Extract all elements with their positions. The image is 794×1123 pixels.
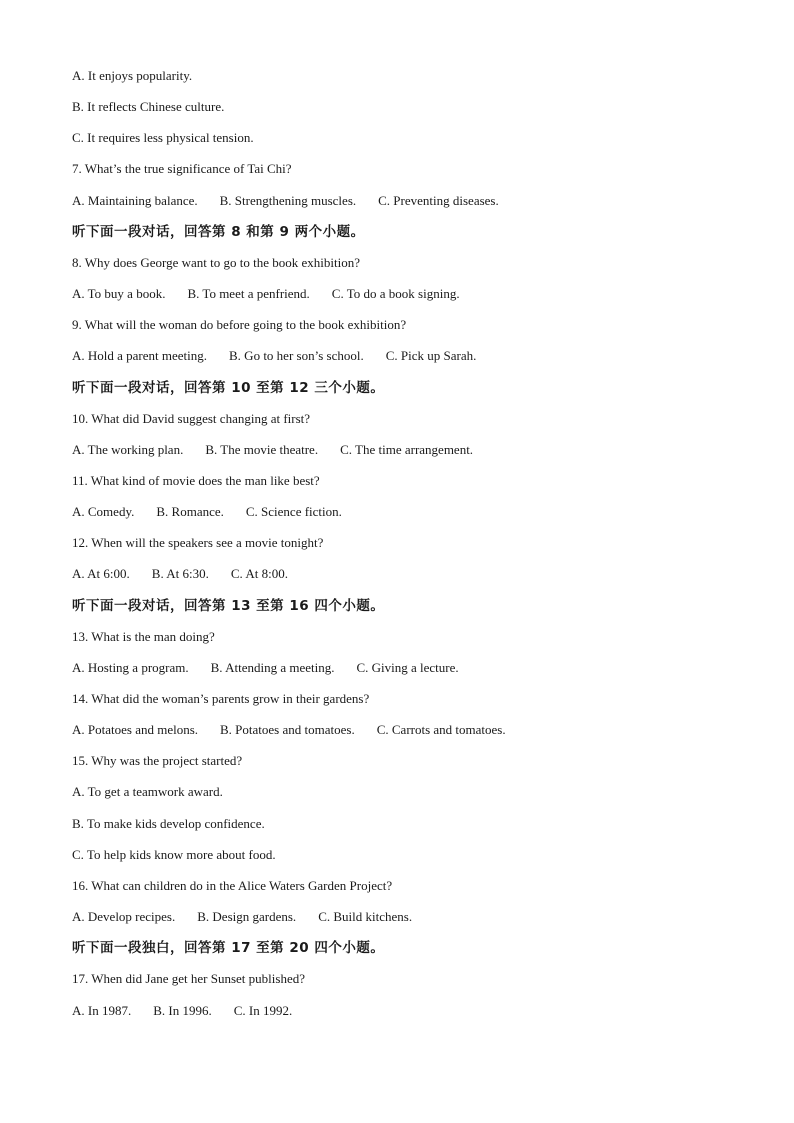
answer-option: C. Pick up Sarah. (385, 348, 477, 364)
answer-option: A. Hosting a program. (72, 659, 189, 675)
answer-option: A. In 1987. (72, 1002, 132, 1018)
question-text: 9. What will the woman do before going to the book exhibition? (72, 317, 407, 333)
question-text: C. To help kids know more about food. (72, 846, 276, 862)
question-text: 7. What’s the true significance of Tai Chi? (72, 161, 292, 177)
answer-option: C. Preventing diseases. (378, 192, 499, 208)
answer-option: B. Design gardens. (197, 909, 297, 924)
question-text: C. It requires less physical tension. (72, 130, 254, 146)
section-instruction: 听下面一段独白，回答第 17 至第 20 四个小题。 (72, 940, 385, 957)
answer-option: C. In 1992. (233, 1002, 293, 1018)
answer-options-row (72, 348, 476, 364)
question-text: 16. What can children do in the Alice Waters Garden Project? (72, 877, 393, 893)
answer-options-row (72, 442, 473, 458)
answer-options-row (72, 504, 342, 520)
answer-option: A. The working plan. (72, 441, 184, 457)
answer-option: B. To meet a penfriend. (187, 286, 310, 301)
question-text: 10. What did David suggest changing at first? (72, 410, 311, 426)
question-text: 17. When did Jane get her Sunset published? (72, 971, 305, 987)
question-text: 11. What kind of movie does the man like best? (72, 472, 320, 488)
answer-option: B. At 6:30. (151, 566, 209, 582)
answer-option: A. Comedy. (72, 504, 135, 520)
question-text: B. It reflects Chinese culture. (72, 99, 225, 115)
answer-options-row (72, 1003, 292, 1019)
answer-option: B. Go to her son’s school. (229, 348, 364, 364)
section-instruction: 听下面一段对话，回答第 10 至第 12 三个小题。 (72, 379, 385, 396)
answer-option: C. Science fiction. (245, 504, 342, 520)
answer-option: C. Giving a lecture. (356, 659, 459, 675)
answer-option: C. The time arrangement. (340, 441, 474, 457)
answer-option: C. Carrots and tomatoes. (376, 722, 506, 738)
answer-option: A. At 6:00. (72, 566, 130, 582)
answer-option: B. The movie theatre. (205, 441, 319, 457)
answer-option: A. Potatoes and melons. (72, 722, 199, 738)
question-text: 8. Why does George want to go to the book exhibition? (72, 254, 360, 270)
answer-options-row (72, 722, 506, 738)
answer-option: C. Build kitchens. (318, 909, 413, 924)
answer-options-row (72, 286, 460, 302)
answer-option: B. Strengthening muscles. (219, 192, 357, 208)
question-text: 12. When will the speakers see a movie tonight? (72, 535, 324, 551)
question-text: A. To get a teamwork award. (72, 784, 223, 800)
question-text: 15. Why was the project started? (72, 753, 243, 769)
section-instruction: 听下面一段对话，回答第 8 和第 9 两个小题。 (72, 223, 365, 240)
question-text: 14. What did the woman’s parents grow in their gardens? (72, 691, 370, 706)
answer-option: A. Hold a parent meeting. (72, 348, 208, 364)
answer-options-row (72, 193, 499, 209)
section-instruction: 听下面一段对话，回答第 13 至第 16 四个小题。 (72, 597, 385, 614)
question-text: 13. What is the man doing? (72, 628, 215, 644)
answer-option: C. To do a book signing. (331, 286, 460, 301)
answer-option: B. Potatoes and tomatoes. (220, 722, 355, 738)
answer-option: B. Attending a meeting. (210, 659, 335, 675)
question-text: B. To make kids develop confidence. (72, 815, 265, 831)
answer-option: B. Romance. (156, 504, 224, 520)
answer-options-row (72, 566, 288, 582)
answer-options-row (72, 660, 459, 676)
answer-option: A. To buy a book. (72, 286, 166, 301)
answer-options-row (72, 909, 412, 925)
answer-option: A. Maintaining balance. (72, 192, 198, 208)
question-text: A. It enjoys popularity. (72, 68, 193, 83)
answer-option: C. At 8:00. (230, 566, 288, 582)
answer-option: B. In 1996. (153, 1002, 212, 1018)
answer-option: A. Develop recipes. (72, 909, 176, 924)
